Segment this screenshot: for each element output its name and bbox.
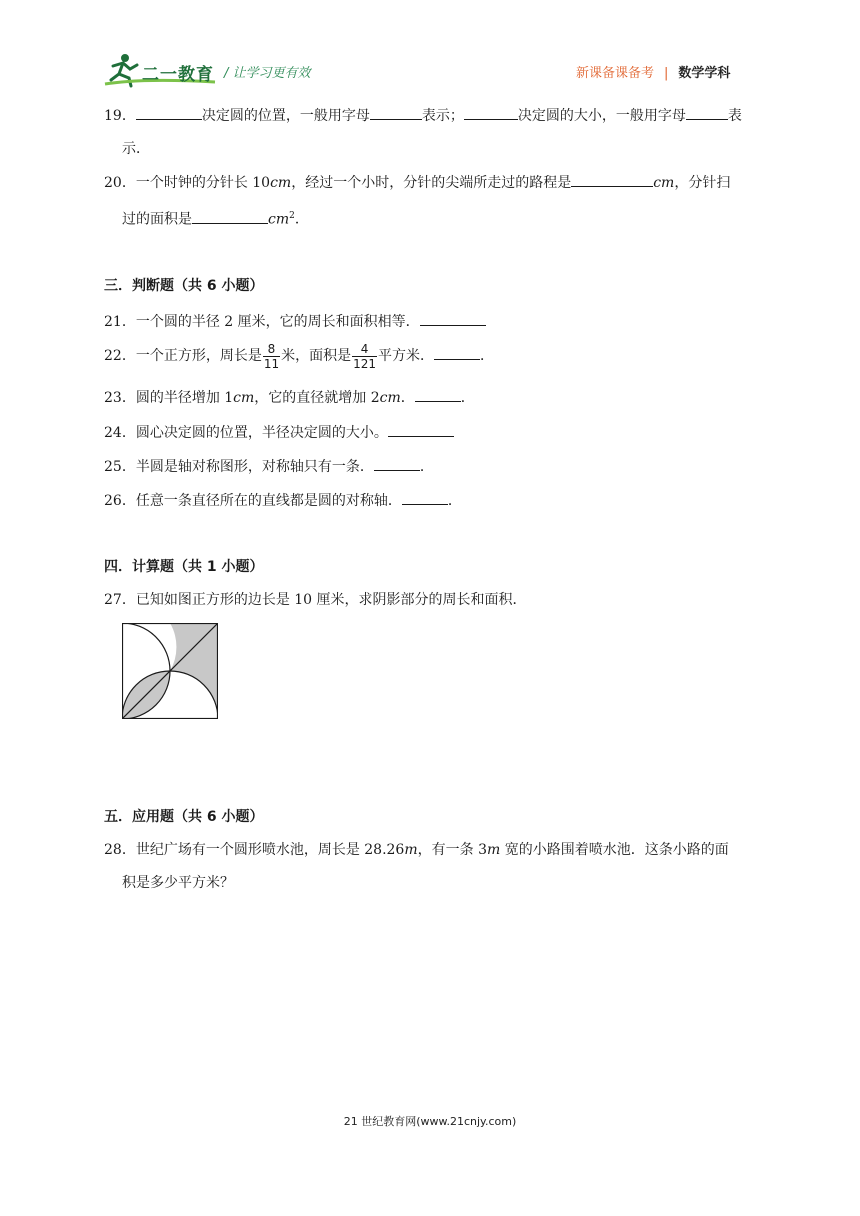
- question-text: ．: [447, 493, 462, 509]
- answer-blank[interactable]: [136, 105, 202, 120]
- question-22: [104, 341, 494, 371]
- answer-blank[interactable]: [415, 387, 461, 402]
- unit: m: [404, 842, 418, 858]
- question-text: ．: [480, 348, 495, 364]
- question-text: 过的面积是: [122, 211, 192, 228]
- question-text: 一个时钟的分针长 10: [135, 175, 271, 191]
- question-number: 22．: [104, 348, 136, 364]
- question-text: ，它的直径就增加 2: [254, 390, 380, 406]
- answer-blank[interactable]: [434, 345, 480, 360]
- section-title-application: 五．应用题（共 6 小题）: [104, 809, 264, 825]
- answer-blank[interactable]: [686, 105, 728, 120]
- question-20-cont: [122, 206, 309, 230]
- question-28: [104, 840, 729, 860]
- slogan: / 让学习更有效: [224, 66, 311, 81]
- answer-blank[interactable]: [420, 311, 486, 326]
- fraction: [352, 342, 377, 371]
- answer-blank[interactable]: [388, 422, 454, 437]
- question-text: ，分针扫: [674, 175, 731, 191]
- question-23: [104, 387, 475, 408]
- question-text: 表: [727, 108, 742, 124]
- page-header: [0, 0, 860, 100]
- question-text: 决定圆的大小，一般用字母: [517, 108, 686, 124]
- question-text: ．: [294, 211, 309, 228]
- shaded-square-figure: [122, 623, 218, 719]
- question-text: 21．一个圆的半径 2 厘米，它的周长和面积相等．: [104, 314, 420, 330]
- question-text: ．: [460, 390, 475, 406]
- question-19-cont: 示．: [122, 141, 150, 157]
- question-text: 28．世纪广场有一个圆形喷水池，周长是 28.26: [104, 842, 405, 858]
- question-text: 一个正方形，周长是: [135, 348, 262, 364]
- fraction-numerator: 8: [263, 342, 280, 357]
- question-text: 26．任意一条直径所在的直线都是圆的对称轴．: [104, 493, 402, 509]
- header-separator: |: [664, 66, 669, 81]
- question-text: 决定圆的位置，一般用字母: [201, 108, 370, 124]
- answer-blank[interactable]: [402, 490, 448, 505]
- answer-blank[interactable]: [464, 105, 518, 120]
- question-text: ．: [400, 390, 415, 406]
- question-text: 平方米．: [378, 348, 435, 364]
- superscript: 2: [289, 211, 295, 221]
- logo-text: 二一教育: [142, 65, 214, 85]
- question-text: 23．圆的半径增加 1: [104, 390, 234, 406]
- unit: cm: [233, 390, 255, 406]
- unit: cm: [270, 175, 292, 191]
- section-title-calculation: 四．计算题（共 1 小题）: [104, 559, 264, 575]
- answer-blank[interactable]: [192, 209, 268, 224]
- question-text: 表示；: [421, 108, 464, 124]
- unit: cm: [653, 175, 675, 191]
- question-text: ，经过一个小时，分针的尖端所走过的路程是: [291, 175, 572, 191]
- unit: m: [486, 842, 501, 858]
- question-21: [104, 311, 486, 332]
- question-26: [104, 490, 462, 511]
- question-text: ，有一条 3: [417, 842, 487, 858]
- question-28-cont: 积是多少平方米？: [122, 875, 234, 891]
- answer-blank[interactable]: [571, 172, 653, 187]
- question-25: [104, 456, 434, 477]
- fraction-denominator: 11: [263, 356, 280, 371]
- question-text: 25．半圆是轴对称图形，对称轴只有一条．: [104, 459, 374, 475]
- question-text: 宽的小路围着喷水池．这条小路的面: [500, 842, 729, 858]
- section-title-judgement: 三．判断题（共 6 小题）: [104, 278, 264, 294]
- unit: cm: [268, 211, 290, 228]
- question-text: 米，面积是: [281, 348, 352, 364]
- header-subject: [576, 62, 730, 81]
- answer-blank[interactable]: [370, 105, 422, 120]
- question-19: [104, 105, 742, 126]
- unit: cm: [379, 390, 401, 406]
- question-number: 19．: [104, 108, 136, 124]
- fraction: [263, 342, 280, 371]
- page-footer: 21 世纪教育网(www.21cnjy.com): [343, 1115, 517, 1128]
- header-course: 新课备课备考: [576, 66, 655, 81]
- fraction-denominator: 121: [353, 356, 377, 371]
- question-number: 20．: [104, 175, 136, 191]
- question-20: [104, 172, 730, 193]
- question-27: 27．已知如图正方形的边长是 10 厘米，求阴影部分的周长和面积．: [104, 592, 527, 608]
- fraction-numerator: 4: [352, 342, 377, 357]
- answer-blank[interactable]: [374, 456, 420, 471]
- question-text: ．: [419, 459, 434, 475]
- question-text: 24．圆心决定圆的位置，半径决定圆的大小。: [104, 425, 388, 441]
- header-subject-label: 数学学科: [678, 66, 731, 81]
- question-24: [104, 422, 454, 443]
